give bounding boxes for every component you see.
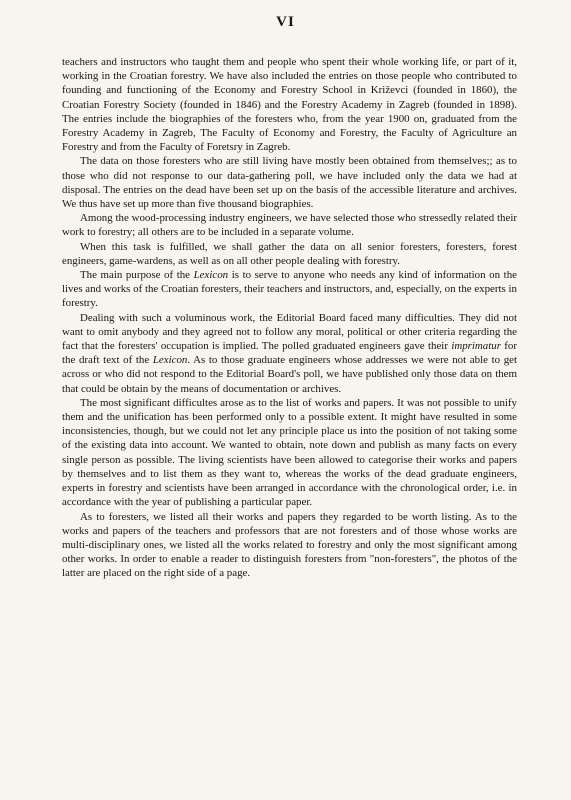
paragraph: Among the wood-processing industry engineers, we have selected those who stressedly related their work to forestry; all others are to be included in a separate volume. (62, 212, 517, 239)
body-text (62, 55, 517, 581)
paragraph: The data on those foresters who are still living have mostly been obtained from themselves;; as to those who did not response to our data-gathering poll, we have included only the data we had at disposal. The entries on the dead have been set up on the basis of the accessible literature and archives. We thus have set up more than five thousand biographies. (62, 155, 517, 211)
page-number: VI (276, 14, 295, 30)
paragraph: teachers and instructors who taught them and people who spent their whole working life, or part of it, working in the Croatian forestry. We have also included the entries on those people who contributed to founding and functioning of the Economy and Forestry School in Križevci (founded in 1860), the Croatian Forestry Society (founded in 1846) and the Forestry Academy in Zagreb (founded in 1898). The entries include the biographies of the foresters who, from the year 1900 on, graduated from the Forestry Academy in Zagreb, The Faculty of Economy and Forestry, the Faculty of Agriculture an Forestry and from the Faculty of Foretsry in Zagreb. (62, 56, 517, 154)
paragraph: As to foresters, we listed all their works and papers they regarded to be worth listing. As to the works and papers of the teachers and professors that are not foresters and of those whose works are multi-disciplinary ones, we listed all the works related to forestry and only the most significant among other works. In order to enable a reader to distinguish foresters from "non-foresters", the photos of the latter are placed on the right side of a page. (62, 510, 517, 580)
paragraph: The main purpose of the Lexicon is to serve to anyone who needs any kind of information on the lives and works of the Croatian foresters, their teachers and instructors, and, especially, on the experts in forestry. (62, 269, 517, 310)
italic-title: Lexicon (193, 269, 229, 282)
paragraph: Dealing with such a voluminous work, the Editorial Board faced many difficulties. They did not want to omit anybody and they agreed not to follow any moral, political or other criteria regarding the fact that the foresters' occupation is implied. The polled graduated engineers gave their imprimatur for the draft text of the Lexicon. As to those graduate engineers whose addresses we were not able to get across or who did not respond to the Editorial Board's poll, we have published only those data on them that could be obtain by the means of documentation or archives. (62, 311, 518, 395)
paragraph: The most significant difficultes arose as to the list of works and papers. It was not possible to unify them and the unification has been performed only to a possible extent. It might have resulted in some inconsistencies, though, but we could not let any principle place us into the position of not taking some of the existing data into account. We wanted to obtain, note down and publish as many facts on every single person as possible. The living scientists have been allowed to categorise their works and papers by themselves and to list them as they want to, whereas the works of the dead graduate engineers, experts in forestry and scientists have been arranged in accordance with the chronological order, i.e. in accordance with the year of publishing a particular paper. (62, 396, 517, 509)
paragraph: When this task is fulfilled, we shall gather the data on all senior foresters, foresters, forest engineers, game-wardens, as well as on all other people dealing with forestry. (62, 240, 517, 267)
italic-term: imprimatur (451, 340, 501, 353)
italic-title: Lexicon (152, 354, 188, 367)
